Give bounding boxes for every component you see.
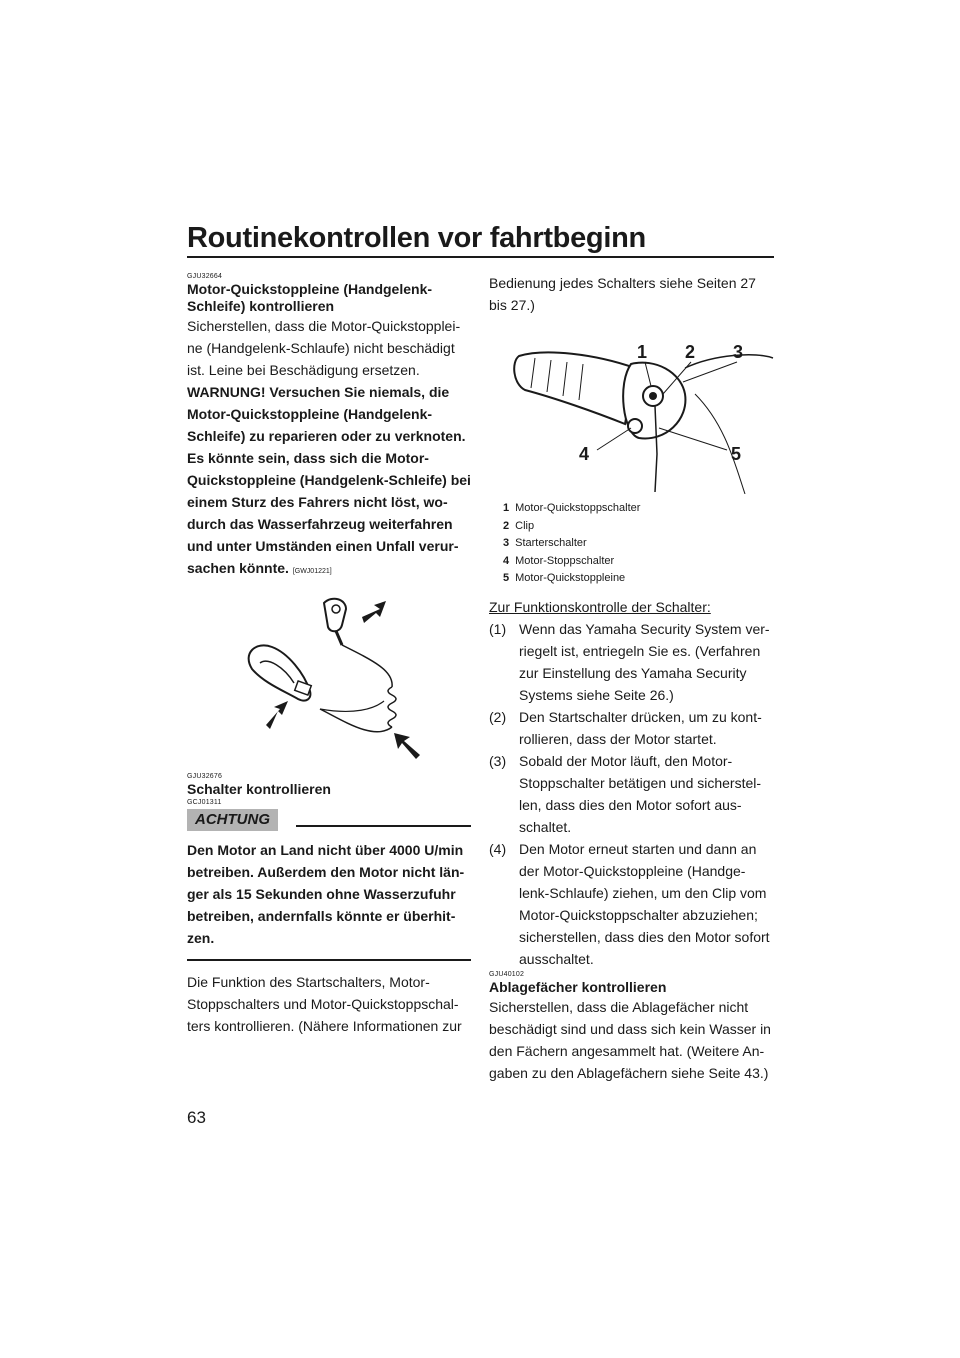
step-item: (1) Wenn das Yamaha Security System ver-riegelt ist, entriegeln Sie es. (Verfahren zur Einstellung des Yamaha Security Systems siehe Seite 26.) [489, 620, 770, 703]
legend-item: 3 Starterschalter [503, 537, 587, 549]
section-body-switches: Die Funktion des Startschalters, Motor-Stoppschalters und Motor-Quickstoppschal-ters kontrollieren. (Nähere Informationen zur [187, 974, 462, 1034]
check-heading: Zur Funktionskontrolle der Schalter: [489, 598, 711, 615]
left-column [187, 272, 471, 1037]
legend-item: 4 Motor-Stoppschalter [503, 554, 615, 567]
handlebar-switch-illustration [505, 324, 775, 494]
step-item: (3) Sobald der Motor läuft, den Motor-Stoppschalter betätigen und sicherstel-len, dass dies den Motor sofort aus-schaltet. [489, 752, 762, 835]
page-number: 63 [187, 1108, 206, 1127]
step-item: (2) Den Startschalter drücken, um zu kont-rollieren, dass der Motor startet. [489, 708, 762, 747]
right-column [489, 272, 773, 1084]
section-code: GJU32676 [187, 773, 223, 780]
caution-text: Den Motor an Land nicht über 4000 U/min betreiben. Außerdem den Motor nicht län-ger als 15 Sekunden ohne Wasserzufuhr betreiben, andernfalls könnte er überhit-zen. [187, 842, 465, 946]
callout-4: 4 [579, 444, 590, 464]
figure-legend [503, 500, 773, 588]
warning-body: WARNUNG! Versuchen Sie niemals, die Motor-Quickstoppleine (Handgelenk-Schleife) zu reparieren oder zu verknoten. Es könnte sein, dass sich die Motor-Quickstoppleine (Handgelenk-Schleife) bei einem Sturz des Fahrers nicht löst, wo-durch das Wasserfahrzeug weiterfahren und unter Umständen einen Unfall verur-sachen könnte. [187, 384, 471, 576]
warning-text [187, 381, 471, 583]
caution-rule [296, 825, 471, 827]
section-heading-storage: Ablagefächer kontrollieren [489, 978, 667, 995]
caution-label: ACHTUNG [187, 809, 278, 831]
section-heading-switches: Schalter kontrollieren [187, 781, 331, 797]
section-body-quickstop: Sicherstellen, dass die Motor-Quickstopplei-ne (Handgelenk-Schlaufe) nicht beschädigt ist. Leine bei Beschädigung ersetzen. [187, 318, 461, 378]
section-code: GJU40102 [489, 970, 525, 978]
callout-3: 3 [733, 342, 744, 362]
section-heading-quickstop: Motor-Quickstoppleine (Handgelenk-Schleife) kontrollieren [187, 281, 433, 314]
step-item: (4) Den Motor erneut starten und dann an der Motor-Quickstoppleine (Handge-lenk-Schlaufe) ziehen, um den Clip vom Motor-Quickstoppschalter abzuziehen; sicherstellen, dass dies den Motor sofort ausschaltet. [489, 840, 770, 967]
caution-end-rule [187, 959, 471, 961]
section-body-storage: Sicherstellen, dass die Ablagefächer nicht beschädigt sind und dass sich kein Wasser in den Fächern angesammelt hat. (Weitere An-gaben zu den Ablagefächern siehe Seite 43.) [489, 998, 771, 1081]
callout-5: 5 [731, 444, 742, 464]
legend-item: 2 Clip [503, 519, 535, 532]
warning-code: [GWJ01221] [292, 568, 332, 575]
legend-item: 5 Motor-Quickstoppleine [503, 572, 626, 584]
continued-text: Bedienung jedes Schalters siehe Seiten 27 bis 27.) [489, 275, 756, 313]
section-code: GJU32664 [187, 273, 223, 280]
caution-code: GCJ01311 [187, 799, 222, 806]
callout-2: 2 [685, 342, 696, 362]
legend-item: 1 Motor-Quickstoppschalter [503, 502, 641, 514]
caution-header [187, 809, 471, 831]
callout-1: 1 [637, 342, 648, 362]
lanyard-illustration [224, 591, 434, 766]
title-rule [187, 256, 774, 258]
page-title: Routinekontrollen vor fahrtbeginn [187, 222, 646, 254]
